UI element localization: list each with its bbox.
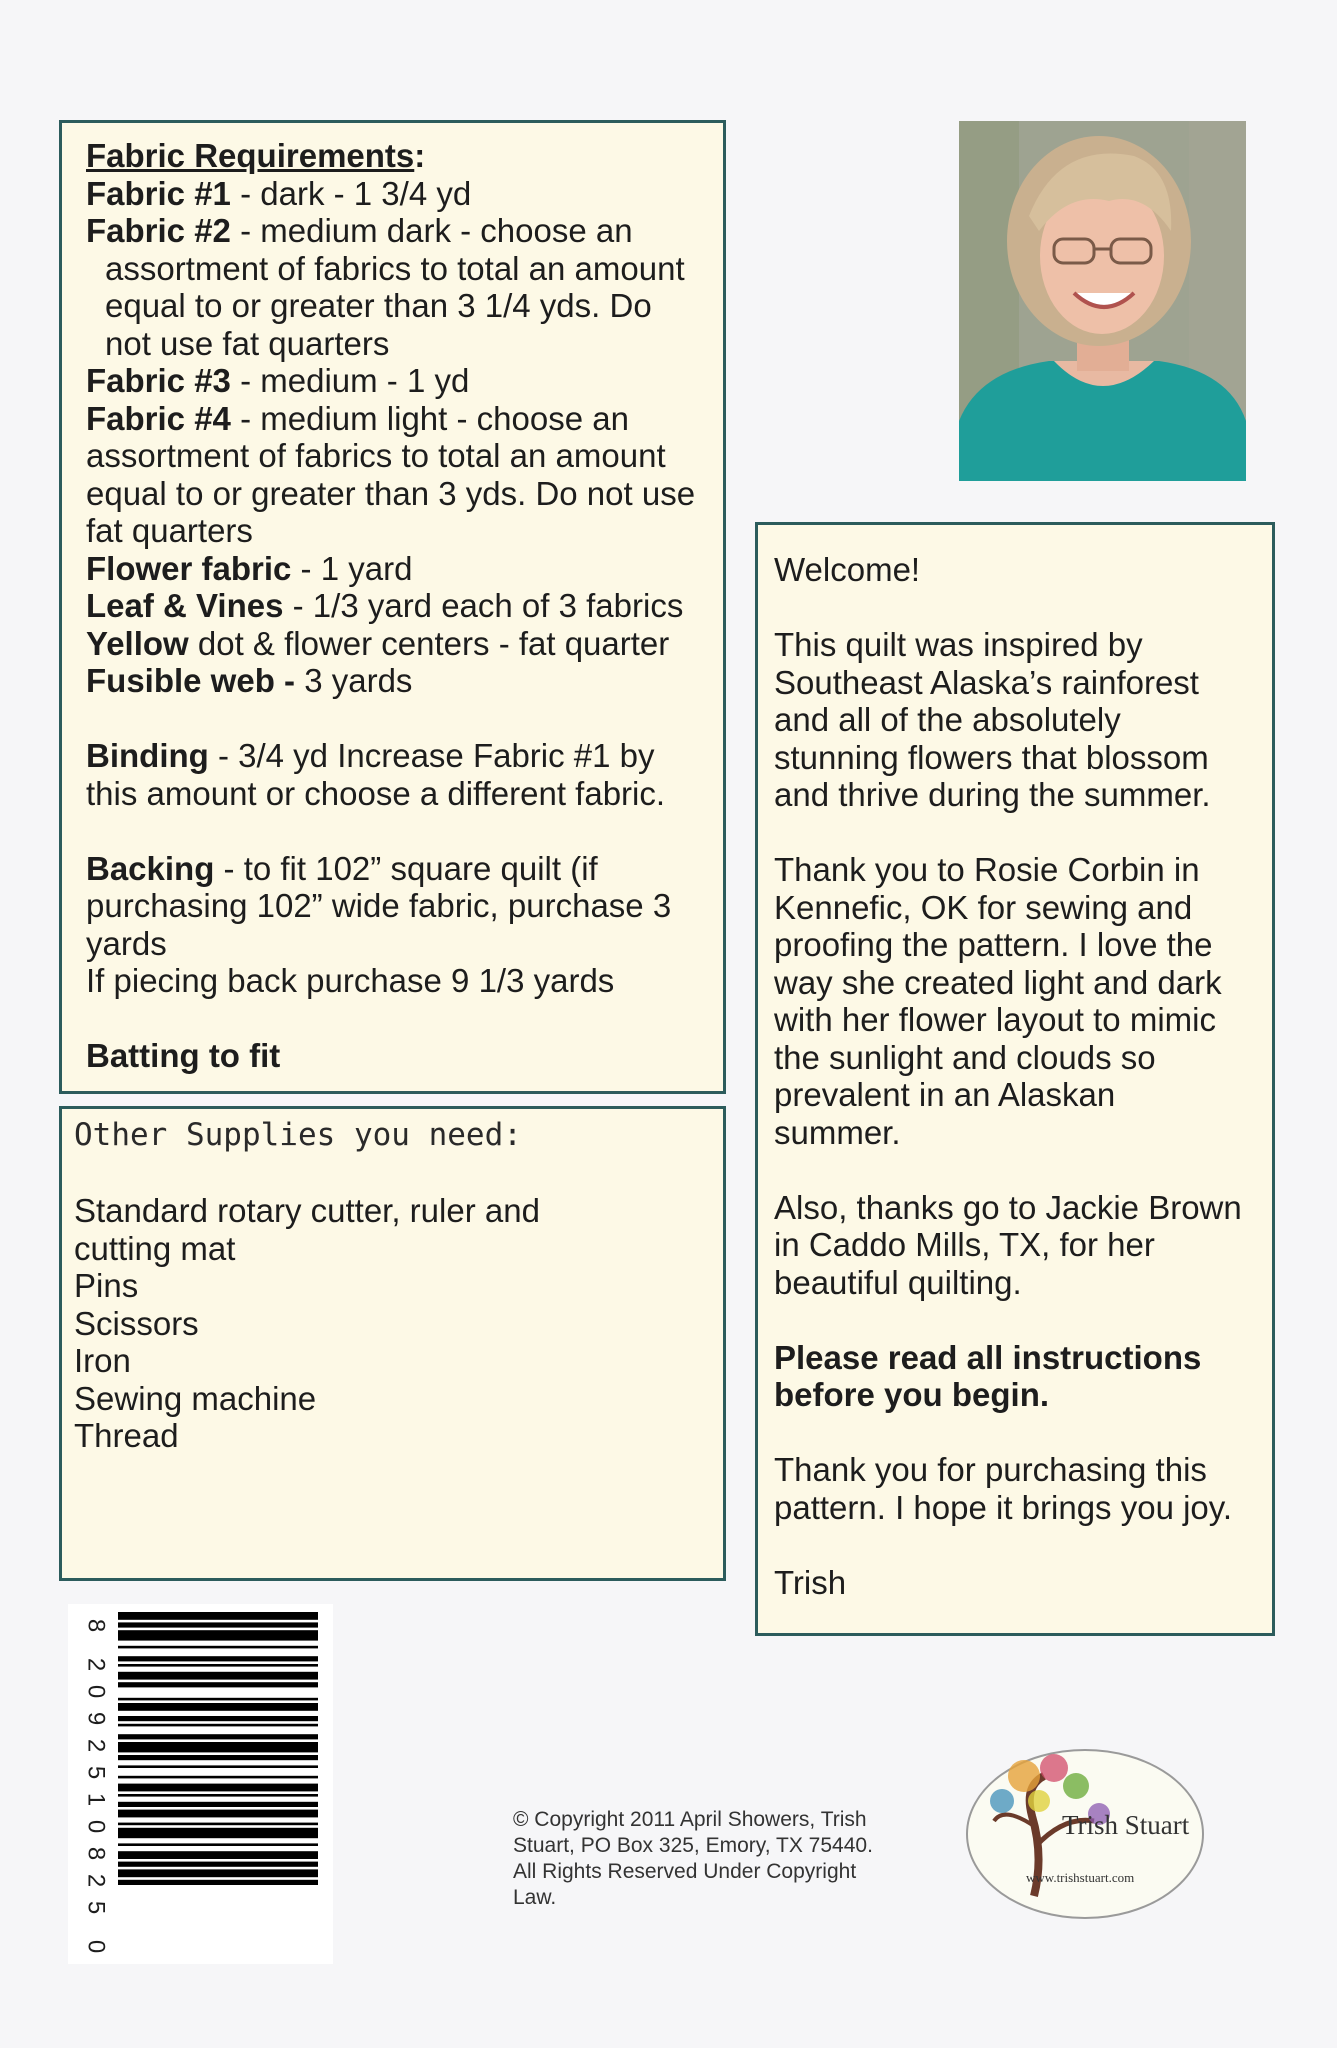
barcode-bar <box>118 1784 318 1792</box>
barcode-bar <box>118 1851 318 1859</box>
supplies-heading: Other Supplies you need: <box>74 1117 522 1153</box>
barcode-bar <box>118 1742 318 1752</box>
barcode-bar <box>118 1646 318 1649</box>
backing-line-2: purchasing 102” wide fabric, purchase 3 <box>86 887 672 924</box>
batting-line: Batting to fit <box>86 1037 281 1074</box>
welcome-line: the sunlight and clouds so <box>774 1038 1156 1076</box>
barcode-digits <box>82 1612 118 1962</box>
barcode-bar <box>118 1810 318 1818</box>
copyright-line: © Copyright 2011 April Showers, Trish <box>513 1808 867 1831</box>
barcode-digit: 2 <box>82 1657 110 1672</box>
fabric-2-line: Fabric #2 - medium dark - choose an <box>86 212 633 249</box>
barcode-bar <box>118 1612 318 1620</box>
welcome-line: stunning flowers that blossom <box>774 738 1209 776</box>
barcode-bar <box>118 1880 318 1885</box>
fabric-heading: Fabric Requirements: <box>86 137 426 174</box>
copyright-notice <box>513 1807 933 1911</box>
logo-url: www.trishstuart.com <box>1026 1870 1135 1885</box>
barcode-bar <box>118 1862 318 1867</box>
barcode-bar <box>118 1823 318 1826</box>
supply-item: Pins <box>74 1267 139 1304</box>
barcode-digit: 0 <box>82 1939 110 1954</box>
welcome-paragraph-3 <box>774 1189 1256 1302</box>
barcode-bar <box>118 1656 318 1661</box>
welcome-paragraph-2 <box>774 851 1256 1151</box>
welcome-signature: Trish <box>774 1563 847 1601</box>
barcode-digit: 0 <box>82 1684 110 1699</box>
welcome-line: Thank you to Rosie Corbin in <box>774 851 1200 888</box>
binding-line: Binding - 3/4 yd Increase Fabric #1 by <box>86 737 655 774</box>
welcome-paragraph-5 <box>774 1451 1256 1526</box>
barcode-bar <box>118 1755 318 1760</box>
barcode-bar <box>118 1794 318 1797</box>
welcome-line: with her flower layout to mimic <box>774 1001 1216 1038</box>
fabric-3-line: Fabric #3 - medium - 1 yd <box>86 362 470 399</box>
backing-line-3: yards <box>86 924 167 962</box>
welcome-line: pattern. I hope it brings you joy. <box>774 1488 1232 1526</box>
welcome-paragraph-1 <box>774 626 1256 814</box>
barcode-bar <box>118 1703 318 1711</box>
barcode-bar <box>118 1724 318 1727</box>
fabric-4-line-3: equal to or greater than 3 yds. Do not use <box>86 474 696 512</box>
barcode-digit: 8 <box>82 1618 110 1633</box>
barcode-digit: 5 <box>82 1765 110 1780</box>
barcode-bar <box>118 1716 318 1721</box>
backing-line: Backing - to fit 102” square quilt (if <box>86 849 598 887</box>
supply-item: Sewing machine <box>74 1379 317 1417</box>
fabric-2-line-4: not use fat quarters <box>105 324 390 362</box>
welcome-line: way she created light and dark <box>774 963 1222 1001</box>
author-photo <box>959 121 1246 481</box>
barcode-bar <box>118 1682 318 1687</box>
read-instructions-notice <box>774 1339 1256 1414</box>
barcode-bar <box>118 1672 318 1680</box>
supply-item: cutting mat <box>74 1229 236 1267</box>
barcode-digit: 1 <box>82 1792 110 1807</box>
welcome-line: prevalent in an Alaskan <box>774 1076 1116 1113</box>
barcode-bar <box>118 1765 318 1768</box>
barcode-bar <box>118 1828 318 1838</box>
leaf-vines-line: Leaf & Vines - 1/3 yard each of 3 fabrics <box>86 587 684 624</box>
welcome-line: before you begin. <box>774 1376 1050 1413</box>
fabric-4-line: Fabric #4 - medium light - choose an <box>86 399 629 437</box>
barcode-bar <box>118 1843 318 1846</box>
welcome-panel <box>755 522 1275 1636</box>
flower-fabric-line: Flower fabric - 1 yard <box>86 549 413 587</box>
welcome-line: Thank you for purchasing this <box>774 1451 1207 1488</box>
barcode-bars <box>118 1604 328 1964</box>
backing-line-4: If piecing back purchase 9 1/3 yards <box>86 962 615 999</box>
welcome-line: Southeast Alaska’s rainforest <box>774 663 1199 701</box>
welcome-greeting: Welcome! <box>774 551 921 588</box>
copyright-line: Law. <box>513 1886 557 1909</box>
welcome-line: and thrive during the summer. <box>774 776 1211 813</box>
barcode-digit: 0 <box>82 1819 110 1834</box>
supply-item: Scissors <box>74 1304 199 1342</box>
supply-item: Iron <box>74 1342 131 1379</box>
supply-item: Standard rotary cutter, ruler and <box>74 1192 540 1229</box>
fusible-web-line: Fusible web - 3 yards <box>86 662 413 699</box>
welcome-line: and all of the absolutely <box>774 701 1121 738</box>
barcode-bar <box>118 1734 318 1739</box>
barcode-bar <box>118 1622 318 1627</box>
welcome-line: summer. <box>774 1113 901 1151</box>
welcome-line: beautiful quilting. <box>774 1263 1022 1301</box>
barcode-bar <box>118 1664 318 1667</box>
welcome-line: This quilt was inspired by <box>774 626 1143 663</box>
fabric-1-line: Fabric #1 - dark - 1 3/4 yd <box>86 174 472 212</box>
other-supplies-panel <box>59 1106 726 1581</box>
fabric-2-line-3: equal to or greater than 3 1/4 yds. Do <box>105 287 652 324</box>
copyright-line: All Rights Reserved Under Copyright <box>513 1860 857 1883</box>
barcode-digit: 9 <box>82 1711 110 1726</box>
barcode-bar <box>118 1698 318 1701</box>
barcode-digit: 8 <box>82 1846 110 1861</box>
logo-name: Trish Stuart <box>1062 1810 1190 1840</box>
fabric-4-line-2: assortment of fabrics to total an amount <box>86 437 666 474</box>
barcode <box>68 1604 333 1964</box>
barcode-bar <box>118 1630 318 1640</box>
binding-line-2: this amount or choose a different fabric. <box>86 774 666 812</box>
yellow-line: Yellow dot & flower centers - fat quarter <box>86 624 670 662</box>
barcode-digit: 2 <box>82 1738 110 1753</box>
supplies-list <box>74 1192 711 1455</box>
welcome-line: proofing the pattern. I love the <box>774 926 1213 963</box>
welcome-line: in Caddo Mills, TX, for her <box>774 1226 1155 1263</box>
barcode-digit: 5 <box>82 1900 110 1915</box>
barcode-bar <box>118 1802 318 1807</box>
barcode-bar <box>118 1869 318 1877</box>
welcome-line: Kennefic, OK for sewing and <box>774 888 1193 926</box>
barcode-bar <box>118 1776 318 1779</box>
welcome-line: Please read all instructions <box>774 1338 1202 1376</box>
trish-stuart-logo <box>964 1746 1207 1921</box>
fabric-requirements-panel <box>59 120 726 1094</box>
copyright-line: Stuart, PO Box 325, Emory, TX 75440. <box>513 1834 873 1857</box>
author-portrait-illustration <box>959 121 1246 481</box>
welcome-line: Also, thanks go to Jackie Brown <box>774 1188 1242 1226</box>
supply-item: Thread <box>74 1417 179 1454</box>
fabric-4-line-4: fat quarters <box>86 512 253 549</box>
fabric-2-line-2: assortment of fabrics to total an amount <box>105 249 685 287</box>
barcode-digit: 2 <box>82 1873 110 1888</box>
